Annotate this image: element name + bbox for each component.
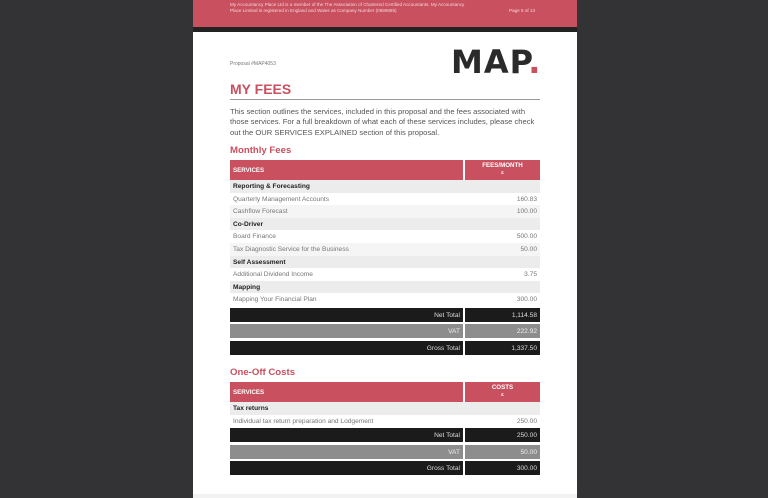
table-header bbox=[230, 160, 540, 180]
logo-text: MAP bbox=[451, 43, 529, 81]
service-label: Cashflow Forecast bbox=[233, 208, 288, 216]
service-amount: 160.83 bbox=[516, 195, 537, 203]
category-row bbox=[230, 180, 540, 193]
category-row bbox=[230, 281, 540, 294]
service-label: Individual tax return preparation and Lodgement bbox=[233, 417, 374, 425]
logo-dot: . bbox=[528, 43, 542, 81]
service-amount: 3.75 bbox=[524, 271, 537, 279]
service-amount: 300.00 bbox=[516, 296, 537, 304]
costs-column-header: COSTS £ bbox=[465, 382, 540, 402]
table-row bbox=[230, 230, 540, 243]
category-label: Tax returns bbox=[233, 405, 269, 412]
monthly-fees-table bbox=[230, 160, 540, 355]
previous-page-footer bbox=[193, 0, 577, 27]
table-body bbox=[230, 180, 540, 306]
gross-total-row: Gross Total 1,337.50 bbox=[230, 341, 540, 355]
category-row bbox=[230, 256, 540, 269]
category-label: Mapping bbox=[233, 283, 261, 291]
one-off-costs-table bbox=[230, 382, 540, 475]
map-logo bbox=[451, 43, 541, 81]
service-label: Quarterly Management Accounts bbox=[233, 195, 330, 203]
table-row bbox=[230, 193, 540, 206]
service-label: Tax Diagnostic Service for the Business bbox=[233, 245, 349, 253]
vat-row: VAT 50.00 bbox=[230, 445, 540, 459]
table-row bbox=[230, 268, 540, 281]
page-number: Page 5 of 13 bbox=[509, 8, 536, 13]
services-column-header: SERVICES bbox=[230, 160, 463, 180]
services-column-header: SERVICES bbox=[230, 382, 463, 402]
table-row bbox=[230, 243, 540, 256]
category-row bbox=[230, 402, 540, 415]
service-amount: 50.00 bbox=[520, 245, 537, 253]
page-bottom-edge bbox=[193, 494, 577, 498]
service-amount: 250.00 bbox=[516, 417, 537, 425]
vat-row: VAT 222.92 bbox=[230, 324, 540, 338]
net-total-row: Net Total 250.00 bbox=[230, 428, 540, 442]
service-label: Mapping Your Financial Plan bbox=[233, 296, 317, 304]
monthly-fees-heading: Monthly Fees bbox=[230, 145, 292, 156]
service-amount: 100.00 bbox=[516, 208, 537, 216]
service-label: Board Finance bbox=[233, 233, 276, 241]
table-row bbox=[230, 205, 540, 218]
gross-total-row: Gross Total 300.00 bbox=[230, 461, 540, 475]
table-row bbox=[230, 415, 540, 428]
proposal-reference: Proposal #MAP4053 bbox=[230, 61, 276, 67]
fees-column-header: FEES/MONTH £ bbox=[465, 160, 540, 180]
table-header bbox=[230, 382, 540, 402]
intro-paragraph: This section outlines the services, included in this proposal and the fees associated with those services. For a full breakdown of what each of these services includes, please check out the OUR SERVICES EXPLAINED section of this proposal. bbox=[230, 107, 535, 137]
service-amount: 500.00 bbox=[516, 233, 537, 241]
category-label: Co-Driver bbox=[233, 220, 264, 228]
service-label: Additional Dividend Income bbox=[233, 271, 313, 279]
page-title: MY FEES bbox=[230, 81, 292, 97]
legal-notice: My Accountancy Place Ltd is a member of the The Association of Chartered Certified Accountants. My Accountancy Place Limited is registered in England and Wales as Company Number (0899685) bbox=[230, 2, 465, 13]
table-body bbox=[230, 402, 540, 427]
title-divider bbox=[230, 99, 540, 100]
document-page bbox=[193, 32, 577, 498]
table-row bbox=[230, 293, 540, 306]
category-row bbox=[230, 218, 540, 231]
category-label: Self Assessment bbox=[233, 258, 286, 266]
net-total-row: Net Total 1,114.58 bbox=[230, 308, 540, 322]
category-label: Reporting & Forecasting bbox=[233, 183, 310, 190]
one-off-costs-heading: One-Off Costs bbox=[230, 367, 296, 378]
